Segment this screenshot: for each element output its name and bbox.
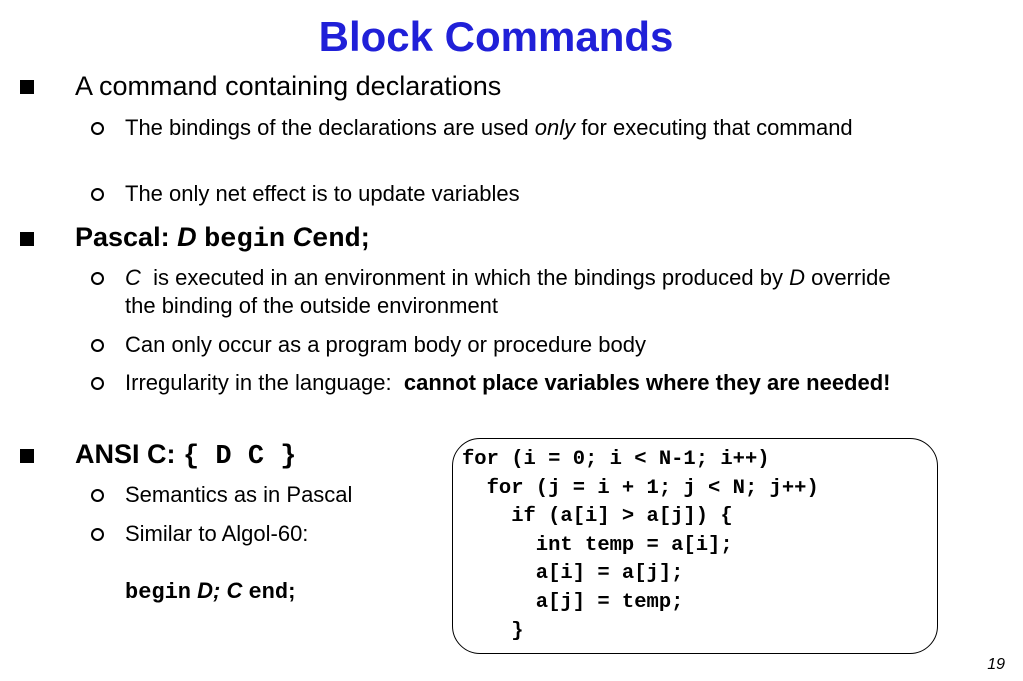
circle-bullet-icon xyxy=(91,377,104,390)
var-d: D xyxy=(789,265,805,290)
circle-bullet-icon xyxy=(91,122,104,135)
code-line: if (a[i] > a[j]) { xyxy=(462,505,733,529)
bullet-ansi-c xyxy=(75,438,296,473)
square-bullet-icon xyxy=(20,449,34,463)
circle-bullet-icon xyxy=(91,272,104,285)
var-c: C xyxy=(125,265,141,290)
sub-bullet-semantics: Semantics as in Pascal xyxy=(125,482,353,507)
text-fragment: The bindings of the declarations are used xyxy=(125,115,535,140)
keyword-end: end xyxy=(312,225,361,255)
bullet-command-declarations: A command containing declarations xyxy=(75,71,502,101)
keyword-end: end xyxy=(248,580,289,605)
circle-bullet-icon xyxy=(91,528,104,541)
text-fragment: for executing that command xyxy=(575,115,853,140)
code-block-braces: { D C } xyxy=(183,442,297,472)
code-line: int temp = a[i]; xyxy=(462,533,733,557)
var-c: C xyxy=(292,222,313,252)
algol-body: D; C xyxy=(197,578,243,603)
text-fragment: is executed in an environment in which the bindings produced by xyxy=(140,265,790,290)
text-fragment: Irregularity in the language: xyxy=(125,370,404,395)
code-listing xyxy=(462,446,819,646)
slide-title: Block Commands xyxy=(318,13,674,60)
code-line: a[i] = a[j]; xyxy=(462,562,684,586)
bullet-pascal xyxy=(75,221,370,256)
var-d: D xyxy=(177,222,197,252)
sub-bullet-algol: Similar to Algol-60: xyxy=(125,521,309,546)
sub-bullet-program-body: Can only occur as a program body or procedure body xyxy=(125,332,646,357)
circle-bullet-icon xyxy=(91,339,104,352)
emphasis-only: only xyxy=(534,115,576,140)
text-fragment: override the binding of the outside environment xyxy=(125,265,897,318)
circle-bullet-icon xyxy=(91,489,104,502)
label-pascal: Pascal: xyxy=(75,222,170,252)
sub-bullet-net-effect: The only net effect is to update variables xyxy=(125,181,520,206)
sub-bullet-irregularity xyxy=(125,369,915,397)
label-ansi-c: ANSI C: xyxy=(75,439,176,469)
code-line: for (i = 0; i < N-1; i++) xyxy=(462,448,770,471)
sub-bullet-bindings xyxy=(125,114,915,142)
circle-bullet-icon xyxy=(91,188,104,201)
keyword-begin: begin xyxy=(204,225,286,255)
keyword-begin: begin xyxy=(125,580,192,605)
sub-bullet-c-executed xyxy=(125,264,905,320)
square-bullet-icon xyxy=(20,80,34,94)
square-bullet-icon xyxy=(20,232,34,246)
code-line: for (j = i + 1; j < N; j++) xyxy=(462,476,819,500)
bold-statement: cannot place variables where they are needed! xyxy=(403,370,891,395)
code-line: a[j] = temp; xyxy=(462,590,684,614)
semicolon: ; xyxy=(288,578,296,603)
code-line: } xyxy=(462,619,524,643)
algol-example xyxy=(125,577,295,607)
semicolon: ; xyxy=(360,222,370,252)
page-number: 19 xyxy=(987,656,1005,673)
